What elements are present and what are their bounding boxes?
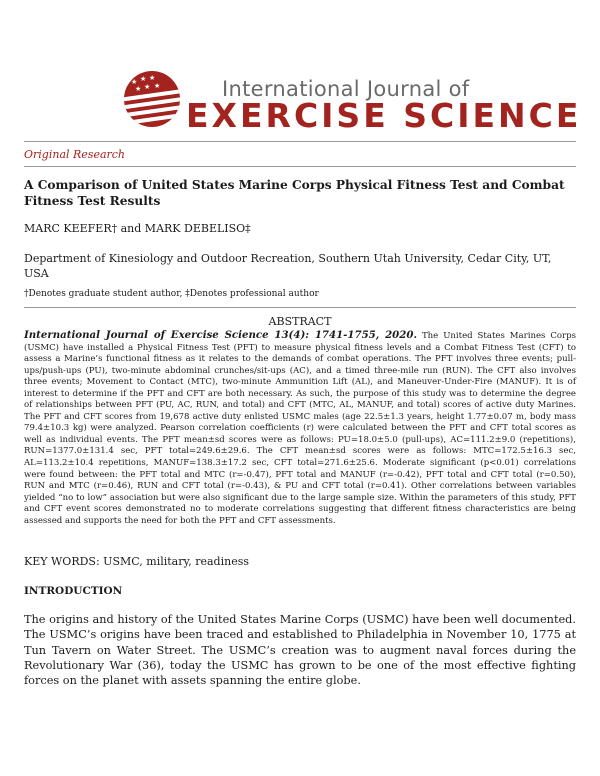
abstract-heading: ABSTRACT (268, 315, 332, 328)
affiliation: Department of Kinesiology and Outdoor Recreation, Southern Utah University, Cedar City, UT, USA (24, 252, 552, 280)
journal-name-bottom: EXERCISE SCIENCE (186, 96, 582, 135)
header-divider (24, 141, 576, 142)
abstract-citation: International Journal of Exercise Science 13(4): 1741-1755, 2020. (24, 329, 417, 341)
introduction-heading: INTRODUCTION (24, 585, 123, 597)
section-divider (24, 166, 576, 167)
introduction-paragraph: The origins and history of the United States Marine Corps (USMC) have been well documented. The USMC’s origins have been traced and established to Philadelphia in November 10, 1775 at Tun Tavern on Water Street. The USMC’s creation was to augment naval forces during the Revolutionary War (36), today the USMC has grown to be one of the most effective fighting forces on the planet with assets spanning the entire globe. (24, 613, 576, 688)
flag-circle-icon: ★ ★ ★ ★ ★ ★ (124, 71, 180, 127)
article-title: A Comparison of United States Marine Corps Physical Fitness Test and Combat Fitness Test Results (24, 178, 565, 208)
abstract-divider (24, 307, 576, 308)
keywords: KEY WORDS: USMC, military, readiness (24, 555, 249, 568)
author-notes: †Denotes graduate student author, ‡Denotes professional author (24, 289, 319, 299)
abstract-text: The United States Marines Corps (USMC) have installed a Physical Fitness Test (PFT) to measure physical fitness levels and a Combat Fitness Test (CFT) to assess a Marine’s functional fitness as it relates to the demands of combat operations. The PFT involves three events; pull-ups/push-ups (PU), two-minute abdominal crunches/sit-ups (AC), and a timed three-mile run (RUN). The CFT also involves three events; Movement to Contact (MTC), two-minute Ammunition Lift (AL), and Maneuver-Under-Fire (MANUF). It is of interest to determine if the PFT and CFT are both necessary. As such, the purpose of this study was to determine the degree of relationships between PFT (PU, AC, RUN, and total) and CFT (MTC, AL, MANUF, and total) scores of active duty Marines. The PFT and CFT scores from 19,678 active duty enlisted USMC males (age 22.5±1.3 years, height 1.77±0.07 m, body mass 79.4±10.3 kg) were analyzed. Pearson correlation coefficients (r) were calculated between the PFT and CFT total scores as well as individual events. The PFT mean±sd scores were as follows: PU=18.0±5.0 (pull-ups), AC=111.2±9.0 (repetitions), RUN=1377.0±131.4 sec, PFT total=249.6±29.6. The CFT mean±sd scores were as follows: MTC=172.5±16.3 sec, AL=113.2±10.4 repetitions, MANUF=138.3±17.2 sec, CFT total=271.6±25.6. Moderate significant (p<0.01) correlations were found between: the PFT total and MTC (r=-0.47), PFT total and MANUF (r=-0.42), PFT total and CFT total (r=0.50), RUN and MTC (r=0.46), RUN and CFT total (r=-0.43), & PU and CFT total (r=0.41). Other correlations between variables yielded “no to low” association but were also significant due to the large sample size. Within the parameters of this study, PFT and CFT event scores demonstrated no to moderate correlations suggesting that different fitness characteristics are being assessed and supports the need for both the PFT and CFT assessments. (24, 331, 576, 526)
journal-logo (124, 71, 582, 135)
authors: MARC KEEFER† and MARK DEBELISO‡ (24, 222, 251, 235)
journal-name-top: International Journal of (222, 77, 470, 101)
section-label: Original Research (24, 148, 126, 161)
abstract-body (24, 330, 576, 527)
